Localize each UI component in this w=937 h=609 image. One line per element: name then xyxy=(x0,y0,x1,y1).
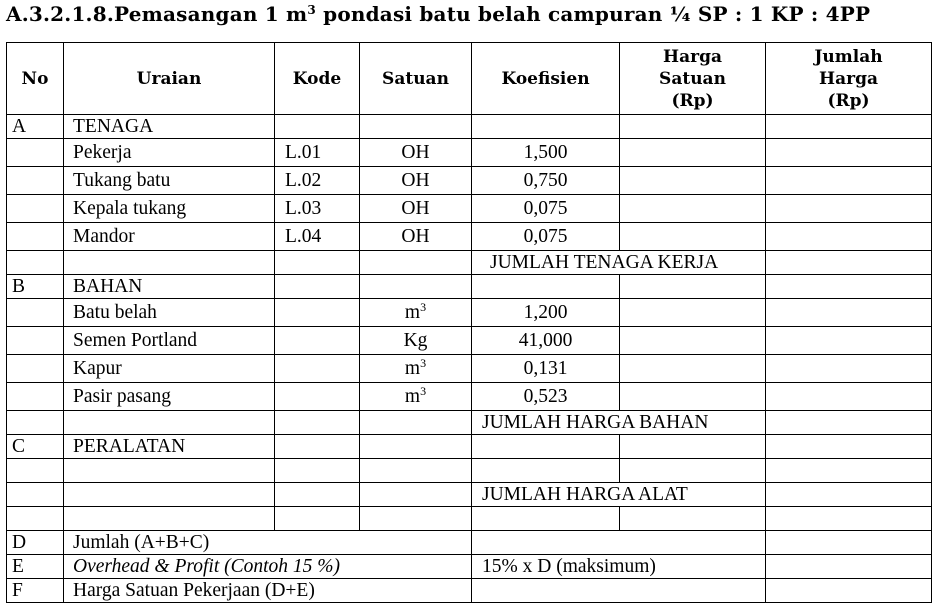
table-row xyxy=(7,195,932,223)
cell-koefisien: 0,131 xyxy=(472,355,620,383)
cell-satuan: OH xyxy=(360,139,472,167)
cell-kode: L.04 xyxy=(275,223,360,251)
table-row xyxy=(7,299,932,327)
cell-uraian: Kepala tukang xyxy=(64,195,275,223)
summary-note: 15% x D (maksimum) xyxy=(472,555,766,579)
cell-satuan: OH xyxy=(360,195,472,223)
cell-satuan: $m^3$ xyxy=(360,299,472,327)
cell-uraian: Pekerja xyxy=(64,139,275,167)
cell-uraian: Semen Portland xyxy=(64,327,275,355)
subtotal-label: JUMLAH TENAGA KERJA xyxy=(472,251,766,275)
table-row xyxy=(7,139,932,167)
document-title xyxy=(6,2,931,32)
section-label: PERALATAN xyxy=(64,435,275,459)
summary-row-d xyxy=(7,531,932,555)
cell-koefisien: 0,750 xyxy=(472,167,620,195)
cell-koefisien: 41,000 xyxy=(472,327,620,355)
cell-satuan: $m^3$ xyxy=(360,383,472,411)
table-row xyxy=(7,223,932,251)
header-kode: Kode xyxy=(275,43,360,115)
title-superscript: 3 xyxy=(307,3,316,17)
header-satuan: Satuan xyxy=(360,43,472,115)
cell-uraian: Tukang batu xyxy=(64,167,275,195)
table-header-row xyxy=(7,43,932,115)
subtotal-row-tenaga xyxy=(7,251,932,275)
cell-satuan: OH xyxy=(360,167,472,195)
subtotal-label: JUMLAH HARGA ALAT xyxy=(472,483,766,507)
summary-row-e xyxy=(7,555,932,579)
cell-koefisien: 1,500 xyxy=(472,139,620,167)
subtotal-label: JUMLAH HARGA BAHAN xyxy=(472,411,766,435)
title-suffix: pondasi batu belah campuran ¼ SP : 1 KP : 4PP xyxy=(315,2,871,26)
summary-no: F xyxy=(7,579,64,603)
section-no: B xyxy=(7,275,64,299)
cell-koefisien: 1,200 xyxy=(472,299,620,327)
section-row-peralatan xyxy=(7,435,932,459)
subtotal-row-bahan xyxy=(7,411,932,435)
cell-uraian: Mandor xyxy=(64,223,275,251)
cell-kode: L.03 xyxy=(275,195,360,223)
cell-koefisien: 0,075 xyxy=(472,195,620,223)
title-prefix: A.3.2.1.8.Pemasangan 1 m xyxy=(6,2,308,26)
cell-satuan: $m^3$ xyxy=(360,355,472,383)
header-uraian: Uraian xyxy=(64,43,275,115)
section-row-tenaga xyxy=(7,115,932,139)
table-row xyxy=(7,459,932,483)
summary-label: Harga Satuan Pekerjaan (D+E) xyxy=(64,579,472,603)
section-no: C xyxy=(7,435,64,459)
section-label: BAHAN xyxy=(64,275,275,299)
table-row xyxy=(7,355,932,383)
cell-uraian: Kapur xyxy=(64,355,275,383)
table-row xyxy=(7,327,932,355)
cell-koefisien: 0,075 xyxy=(472,223,620,251)
cell-uraian: Batu belah xyxy=(64,299,275,327)
summary-no: E xyxy=(7,555,64,579)
cell-satuan: Kg xyxy=(360,327,472,355)
section-no: A xyxy=(7,115,64,139)
cell-uraian: Pasir pasang xyxy=(64,383,275,411)
cell-koefisien: 0,523 xyxy=(472,383,620,411)
header-koefisien: Koefisien xyxy=(472,43,620,115)
subtotal-row-alat xyxy=(7,483,932,507)
table-row xyxy=(7,383,932,411)
section-row-bahan xyxy=(7,275,932,299)
cell-satuan: OH xyxy=(360,223,472,251)
table-row xyxy=(7,507,932,531)
header-harga-satuan: Harga Satuan (Rp) xyxy=(620,43,766,115)
summary-no: D xyxy=(7,531,64,555)
cell-kode: L.02 xyxy=(275,167,360,195)
section-label: TENAGA xyxy=(64,115,275,139)
table-row xyxy=(7,167,932,195)
cell-kode: L.01 xyxy=(275,139,360,167)
summary-label: Jumlah (A+B+C) xyxy=(64,531,472,555)
summary-row-f xyxy=(7,579,932,603)
summary-label: Overhead & Profit (Contoh 15 %) xyxy=(64,555,472,579)
header-jumlah-harga: Jumlah Harga (Rp) xyxy=(766,43,932,115)
cost-analysis-table xyxy=(6,42,932,603)
header-no: No xyxy=(7,43,64,115)
